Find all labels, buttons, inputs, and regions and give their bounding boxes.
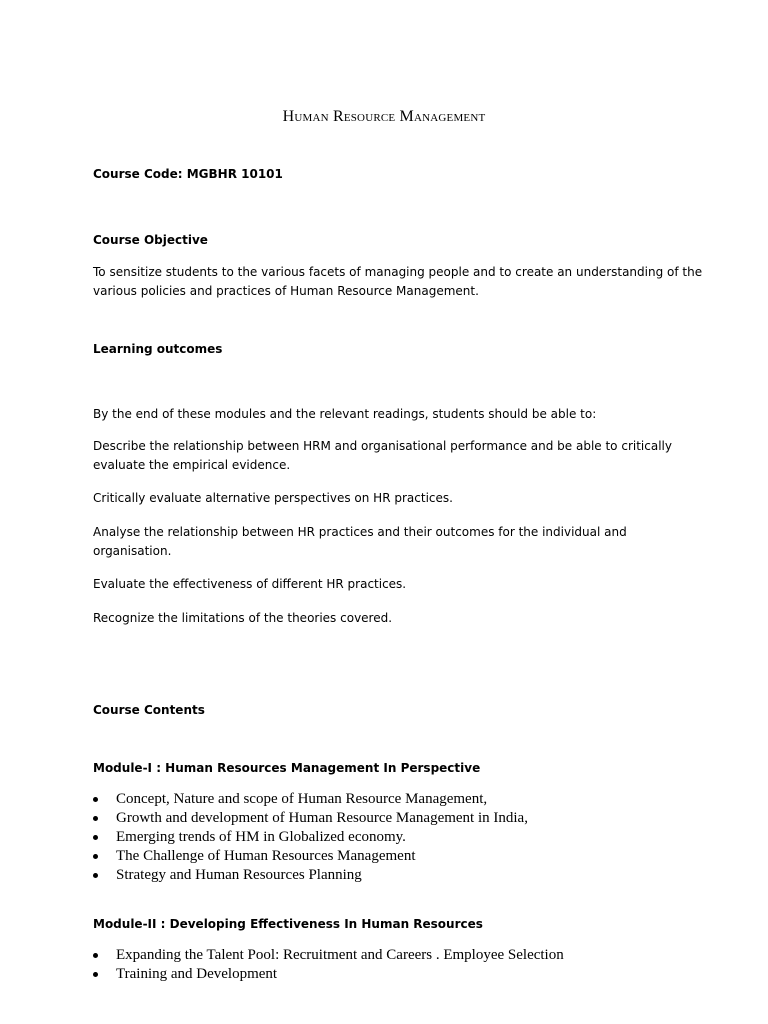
outcome-1-line: Describe the relationship between HRM and organisational performance and be able to critically — [93, 439, 672, 453]
outcome-3-line: organisation. — [93, 544, 172, 558]
learning-heading-block — [93, 340, 693, 359]
outcome-4-text: Evaluate the effectiveness of different HR practices. — [93, 577, 407, 591]
list-item — [93, 946, 713, 965]
outcome-5-text: Recognize the limitations of the theories covered. — [93, 611, 393, 625]
outcome-4 — [93, 575, 693, 594]
module-2-list — [93, 946, 713, 984]
learning-intro — [93, 405, 693, 424]
list-item — [93, 847, 713, 866]
learning-intro-text: By the end of these modules and the relevant readings, students should be able to: — [93, 407, 597, 421]
document-title: Human Resource Management — [282, 108, 486, 125]
bullet-icon — [93, 953, 98, 958]
bullet-icon — [93, 854, 98, 859]
outcome-3 — [93, 523, 693, 561]
module-2-heading: Module-II : Developing Effectiveness In Human Resources — [93, 917, 483, 931]
list-item-text: Expanding the Talent Pool: Recruitment and Careers . Employee Selection — [116, 947, 564, 963]
bullet-icon — [93, 972, 98, 977]
list-item — [93, 828, 713, 847]
bullet-icon — [93, 873, 98, 878]
contents-heading: Course Contents — [93, 703, 205, 717]
objective-paragraph — [93, 263, 703, 301]
list-item — [93, 866, 713, 885]
outcome-3-line: Analyse the relationship between HR practices and their outcomes for the individual and — [93, 525, 627, 539]
list-item-text: Growth and development of Human Resource Management in India, — [116, 810, 528, 826]
outcome-5 — [93, 609, 693, 628]
list-item-text: Emerging trends of HM in Globalized economy. — [116, 829, 406, 845]
objective-heading: Course Objective — [93, 233, 208, 247]
objective-line: various policies and practices of Human Resource Management. — [93, 284, 479, 298]
module-1-heading-block — [93, 759, 693, 778]
outcome-1-line: evaluate the empirical evidence. — [93, 458, 291, 472]
bullet-icon — [93, 816, 98, 821]
course-code-text: Course Code: MGBHR 10101 — [93, 167, 283, 181]
learning-heading: Learning outcomes — [93, 342, 223, 356]
list-item — [93, 809, 713, 828]
list-item-text: Strategy and Human Resources Planning — [116, 867, 362, 883]
list-item — [93, 965, 713, 984]
module-1-heading: Module-I : Human Resources Management In Perspective — [93, 761, 481, 775]
outcome-2-text: Critically evaluate alternative perspectives on HR practices. — [93, 491, 453, 505]
bullet-icon — [93, 797, 98, 802]
module-2-heading-block — [93, 915, 693, 934]
outcome-1 — [93, 437, 693, 475]
bullet-icon — [93, 835, 98, 840]
objective-heading-block — [93, 231, 693, 250]
list-item-text: The Challenge of Human Resources Management — [116, 848, 416, 864]
outcome-2 — [93, 489, 693, 508]
list-item — [93, 790, 713, 809]
list-item-text: Concept, Nature and scope of Human Resource Management, — [116, 791, 488, 807]
list-item-text: Training and Development — [116, 966, 278, 982]
course-code — [93, 165, 693, 184]
contents-heading-block — [93, 701, 693, 720]
objective-line: To sensitize students to the various facets of managing people and to create an understanding of the — [93, 265, 703, 279]
module-1-list — [93, 790, 713, 885]
